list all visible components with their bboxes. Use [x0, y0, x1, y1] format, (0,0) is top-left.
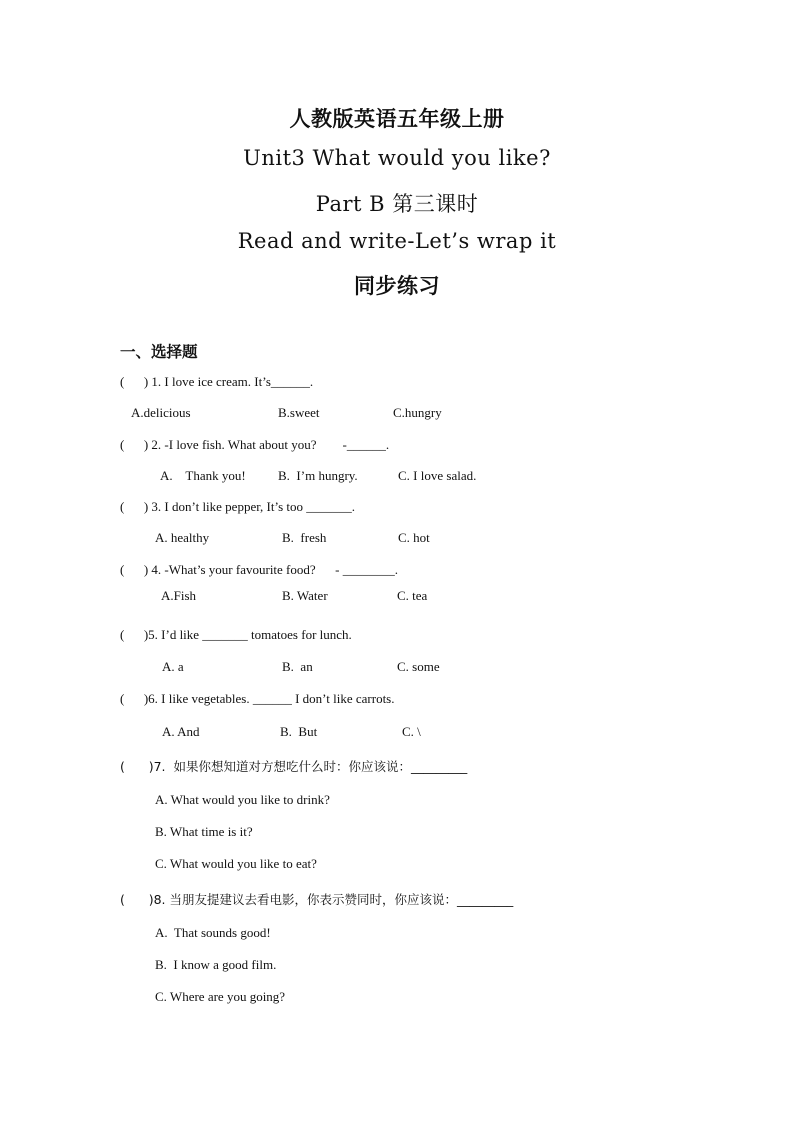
option-c: C. \	[402, 724, 421, 739]
question-8: ( )8. 当朋友提建议去看电影，你表示赞同时，你应该说：_________	[120, 892, 514, 907]
option-c: C. I love salad.	[398, 468, 477, 483]
question-6: ( )6. I like vegetables. ______ I don’t like carrots.	[120, 691, 395, 706]
section-heading: 一、选择题	[120, 343, 198, 361]
question-2: ( ) 2. -I love fish. What about you? -______.	[120, 437, 390, 452]
option-c: C.hungry	[393, 405, 442, 420]
question-8-option-b: B. I know a good film.	[155, 957, 277, 972]
title-lesson: Read and write-Let’s wrap it	[237, 229, 557, 253]
option-c: C. some	[397, 659, 440, 674]
question-3: ( ) 3. I don’t like pepper, It’s too _______.	[120, 499, 356, 514]
option-a: A. healthy	[155, 530, 210, 545]
question-8-option-a: A. That sounds good!	[155, 925, 271, 940]
question-5: ( )5. I’d like _______ tomatoes for lunch.	[120, 627, 352, 642]
option-b: B. Water	[282, 588, 328, 603]
question-8-option-c: C. Where are you going?	[155, 989, 286, 1004]
question-7-option-c: C. What would you like to eat?	[155, 856, 317, 871]
option-a: A.Fish	[161, 588, 197, 603]
option-a: A. a	[162, 659, 184, 674]
question-7-option-b: B. What time is it?	[155, 824, 253, 839]
option-a: A. And	[162, 724, 200, 739]
option-b: B. I’m hungry.	[278, 468, 358, 483]
option-c: C. tea	[397, 588, 428, 603]
question-7: ( )7. 如果你想知道对方想吃什么时：你应该说：_________	[120, 759, 468, 774]
option-b: B.sweet	[278, 405, 320, 420]
option-b: B. But	[280, 724, 318, 739]
title-practice: 同步练习	[354, 274, 440, 298]
title-part: Part B 第三课时	[315, 192, 479, 216]
question-1: ( ) 1. I love ice cream. It’s______.	[120, 374, 314, 389]
option-b: B. an	[282, 659, 313, 674]
option-a: A.delicious	[131, 405, 191, 420]
title-unit: Unit3 What would you like?	[243, 146, 551, 170]
option-b: B. fresh	[282, 530, 327, 545]
question-7-option-a: A. What would you like to drink?	[155, 792, 330, 807]
title-textbook: 人教版英语五年级上册	[289, 107, 505, 131]
option-c: C. hot	[398, 530, 430, 545]
question-4: ( ) 4. -What’s your favourite food? - ________.	[120, 562, 398, 577]
option-a: A. Thank you!	[160, 468, 246, 483]
